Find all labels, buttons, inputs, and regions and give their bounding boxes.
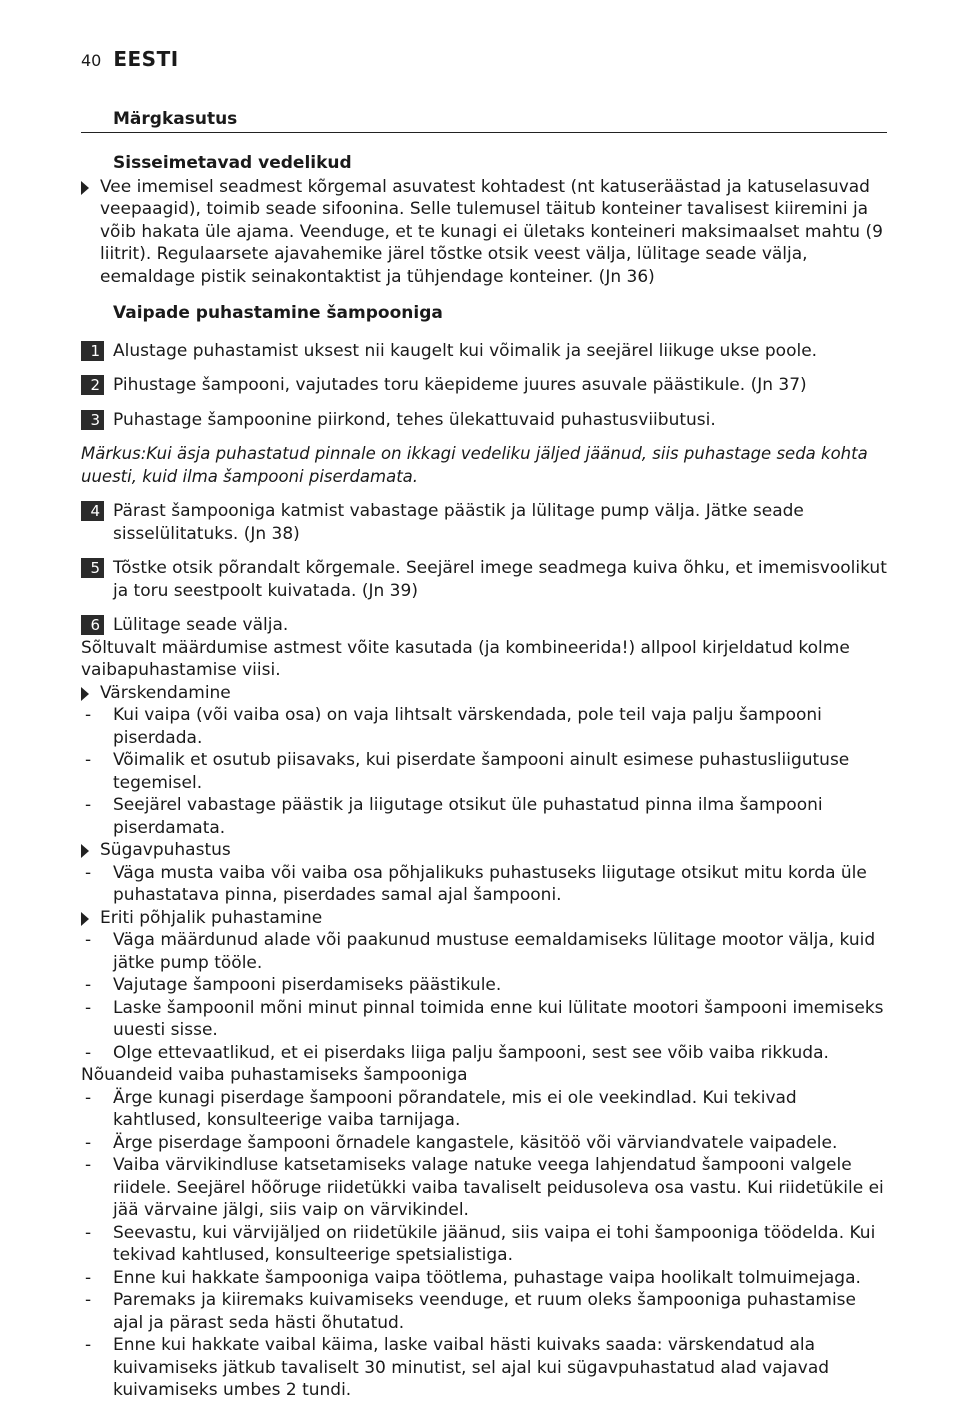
- method-title: Värskendamine: [100, 682, 231, 703]
- list-item: - Paremaks ja kiiremaks kuivamiseks veenduge, et ruum oleks šampooniga puhastamise ajal ja pärast seda hästi õhutatud.: [85, 1290, 856, 1333]
- list-item: - Väga musta vaiba või vaiba osa põhjalikuks puhastuseks liigutage otsikut mitu korda üle puhastatava pinna, piserdades samal ajal šampooni.: [85, 862, 867, 905]
- method-heading: [81, 682, 887, 705]
- step-1: [81, 340, 887, 363]
- step-3: [81, 409, 887, 432]
- language-label: EESTI: [113, 47, 179, 71]
- step-5: [81, 557, 887, 602]
- document-body: [81, 152, 887, 1402]
- list-item: - Enne kui hakkate šampooniga vaipa töötlema, puhastage vaipa hoolikalt tolmuimejaga.: [85, 1267, 861, 1288]
- step-text: Pihustage šampooni, vajutades toru käepideme juures asuvale päästikule. (Jn 37): [113, 375, 807, 395]
- method-title: Eriti põhjalik puhastamine: [100, 907, 323, 928]
- list-item: - Väga määrdunud alade või paakunud mustuse eemaldamiseks lülitage mootor välja, kuid jätke pump tööle.: [85, 930, 876, 973]
- list-item: - Seejärel vabastage päästik ja liigutage otsikut üle puhastatud pinna ilma šampooni piserdamata.: [85, 795, 823, 838]
- step-4: [81, 500, 887, 545]
- list-item: - Seevastu, kui värvijäljed on riidetükile jäänud, siis vaipa ei tohi šampooniga töödelda. Kui tekivad kahtlused, konsulteerige spetsialistiga.: [85, 1222, 876, 1265]
- liquids-paragraph: [81, 176, 887, 289]
- bullet-icon: [81, 844, 89, 858]
- list-item: - Vajutage šampooni piserdamiseks päästikule.: [85, 975, 502, 995]
- step-number-badge: 2: [81, 375, 104, 395]
- list-item: - Ärge kunagi piserdage šampooni põrandatele, mis ei ole veekindlad. Kui tekivad kahtlused, konsulteerige vaiba tarnijaga.: [85, 1087, 797, 1130]
- step-number-badge: 6: [81, 615, 104, 635]
- list-item: - Vaiba värvikindluse katsetamiseks valage natuke veega lahjendatud šampooni valgele riidele. Seejärel hõõruge riidetükki vaiba tavaliselt peidusoleva osa vastu. Kui riidetükile ei jää värvaine jälgi, siis vaip on värvikindel.: [85, 1155, 884, 1220]
- list-item: - Võimalik et osutub piisavaks, kui piserdate šampooni ainult esimese puhastusliigutuse tegemisel.: [85, 750, 850, 793]
- step-text: Alustage puhastamist uksest nii kaugelt kui võimalik ja seejärel liikuge ukse poole.: [113, 340, 818, 361]
- method-heading: [81, 907, 887, 930]
- step-text: Pärast šampooniga katmist vabastage päästik ja lülitage pump välja. Jätke seade sisselülitatuks. (Jn 38): [113, 501, 804, 544]
- step-number-badge: 3: [81, 410, 104, 430]
- list-item: - Ärge piserdage šampooni õrnadele kangastele, käsitöö või värviandvatele vaipadele.: [85, 1132, 838, 1153]
- step-number-badge: 1: [81, 341, 104, 361]
- step-number-badge: 5: [81, 558, 104, 578]
- section-title: Märgkasutus: [81, 108, 887, 133]
- step-6: [81, 614, 887, 637]
- method-heading: [81, 839, 887, 862]
- bullet-icon: [81, 181, 89, 195]
- method-title: Sügavpuhastus: [100, 840, 231, 860]
- bullet-icon: [81, 912, 89, 926]
- list-item: - Enne kui hakkate vaibal käima, laske vaibal hästi kuivaks saada: värskendatud ala kuivamiseks jätkub tavaliselt 30 minutist, sel ajal kui sügavpuhastatud alad vajavad kuivamiseks umbes 2 tundi.: [85, 1335, 830, 1400]
- step-2: [81, 374, 887, 397]
- step-text: Puhastage šampoonine piirkond, tehes ülekattuvaid puhastusviibutusi.: [113, 409, 716, 430]
- bullet-icon: [81, 687, 89, 701]
- note-text: Märkus:Kui äsja puhastatud pinnale on ikkagi vedeliku jäljed jäänud, siis puhastage seda kohta uuesti, kuid ilma šampooni piserdamata.: [81, 444, 868, 486]
- list-item: - Laske šampoonil mõni minut pinnal toimida enne kui lülitate mootori šampooni imemiseks uuesti sisse.: [85, 997, 884, 1040]
- tips-heading: Nõuandeid vaiba puhastamiseks šampooniga: [81, 1065, 468, 1085]
- step-text: Tõstke otsik põrandalt kõrgemale. Seejärel imege seadmega kuiva õhku, et imemisvoolikut ja toru seestpoolt kuivatada. (Jn 39): [113, 558, 887, 601]
- shampoo-heading: Vaipade puhastamine šampooniga: [113, 303, 443, 323]
- list-item: - Olge ettevaatlikud, et ei piserdaks liiga palju šampooni, sest see võib vaiba rikkuda.: [85, 1042, 829, 1063]
- page-header: [81, 48, 179, 74]
- liquids-heading: Sisseimetavad vedelikud: [113, 153, 352, 173]
- liquids-text: Vee imemisel seadmest kõrgemal asuvatest kohtadest (nt katuseräästad ja katuselasuvad veepaagid), toimib seade sifoonina. Selle tulemusel täitub konteiner tavalisest kiiremini ja võib hakata üle ajama. Veenduge, et te kunagi ei ületaks konteineri maksimaalset mahtu (9 liitrit). Regulaarsete ajavahemike järel tõstke otsik veest välja, lülitage seade välja, eemaldage pistik seinakontaktist ja tühjendage konteiner. (Jn 36): [100, 176, 883, 287]
- step-text: Lülitage seade välja.: [113, 615, 289, 635]
- step-number-badge: 4: [81, 501, 104, 521]
- page-number: 40: [81, 51, 102, 70]
- methods-intro: Sõltuvalt määrdumise astmest võite kasutada (ja kombineerida!) allpool kirjeldatud kolme vaibapuhastamise viisi.: [81, 637, 850, 680]
- list-item: - Kui vaipa (või vaiba osa) on vaja lihtsalt värskendada, pole teil vaja palju šampooni piserdada.: [85, 705, 822, 748]
